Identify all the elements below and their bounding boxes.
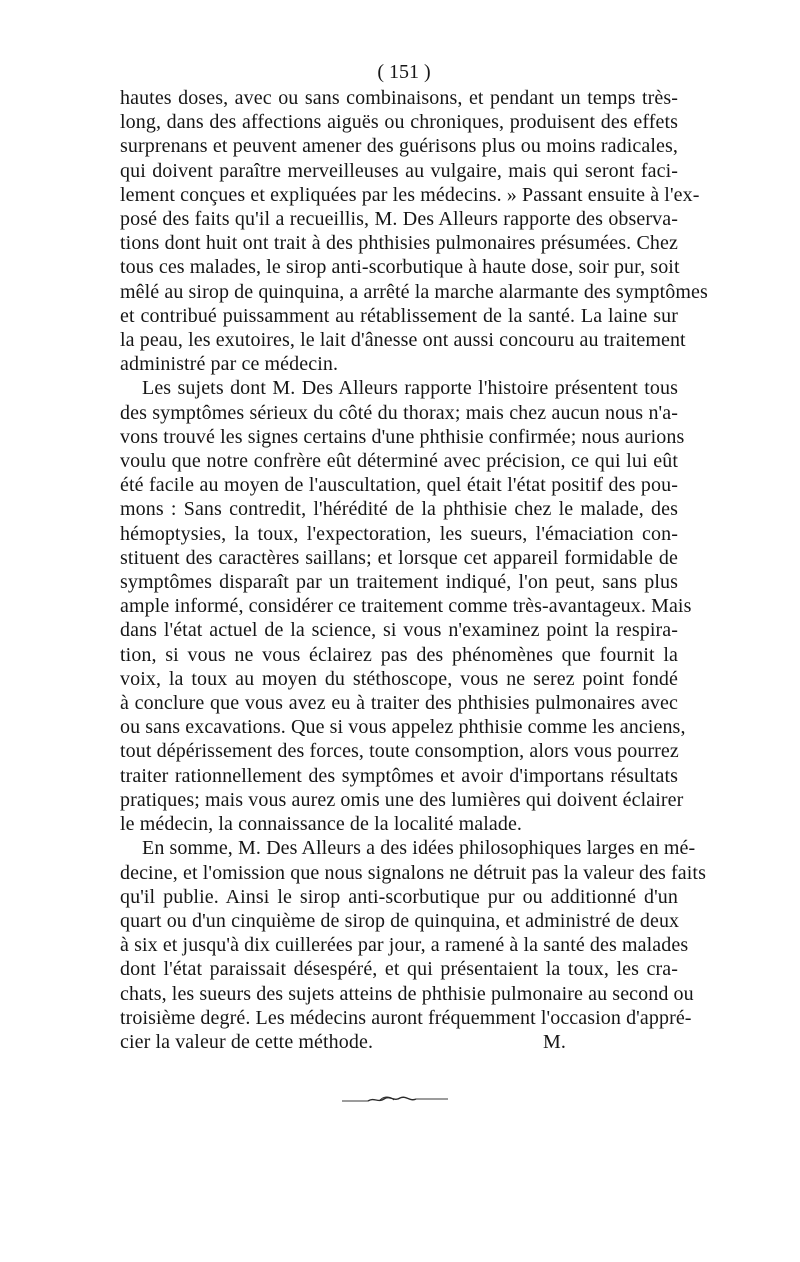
author-signature: M.: [543, 1030, 566, 1053]
page-number: ( 151 ): [377, 61, 431, 83]
paragraph-3: [120, 836, 706, 1054]
paragraph-2: [120, 376, 692, 836]
text-line: hautes doses, avec ou sans combinaisons, et pendant un temps très-: [120, 87, 678, 109]
document-page: [120, 58, 708, 1054]
text-line: ample informé, considérer ce traitement comme très-avantageux. Mais: [120, 595, 692, 618]
closing-text: cier la valeur de cette méthode.: [120, 1030, 374, 1053]
text-line: symptômes disparaît par un traitement indiqué, l'on peut, sans plus: [120, 571, 678, 594]
text-line: voix, la toux au moyen du stéthoscope, vous ne serez point fondé: [120, 667, 678, 690]
text-line: tions dont huit ont trait à des phthisies pulmonaires présumées. Chez: [120, 232, 678, 255]
text-line: le médecin, la connaissance de la localité malade.: [120, 813, 523, 836]
text-line: ou sans excavations. Que si vous appelez phthisie comme les anciens,: [120, 716, 686, 739]
text-line: stituent des caractères saillans; et lorsque cet appareil formidable de: [120, 546, 678, 569]
text-line: qu'il publie. Ainsi le sirop anti-scorbutique pur ou additionné d'un: [120, 885, 678, 908]
text-line: traiter rationnellement des symptômes et avoir d'importans résultats: [120, 764, 678, 787]
text-line: dont l'état paraissait désespéré, et qui présentaient la toux, les cra-: [120, 958, 678, 981]
text-line: la peau, les exutoires, le lait d'ânesse ont aussi concouru au traitement: [120, 329, 686, 352]
text-line: chats, les sueurs des sujets atteins de phthisie pulmonaire au second ou: [120, 982, 694, 1005]
text-line: administré par ce médecin.: [120, 353, 339, 376]
text-line: En somme, M. Des Alleurs a des idées philosophiques larges en mé-: [142, 837, 696, 860]
text-line: à conclure que vous avez eu à traiter des phthisies pulmonaires avec: [120, 692, 678, 715]
text-line: mêlé au sirop de quinquina, a arrêté la marche alarmante des symptômes: [120, 280, 708, 303]
text-line: decine, et l'omission que nous signalons ne détruit pas la valeur des faits: [120, 861, 706, 884]
text-line: été facile au moyen de l'auscultation, quel était l'état positif des pou-: [120, 474, 678, 497]
text-line: mons : Sans contredit, l'hérédité de la phthisie chez le malade, des: [120, 498, 678, 521]
text-line: dans l'état actuel de la science, si vous n'examinez point la respira-: [120, 619, 678, 642]
text-line: des symptômes sérieux du côté du thorax; mais chez aucun nous n'a-: [120, 401, 678, 424]
text-line: qui doivent paraître merveilleuses au vulgaire, mais qui seront faci-: [120, 159, 678, 182]
text-line: à six et jusqu'à dix cuillerées par jour, a ramené à la santé des malades: [120, 934, 689, 957]
text-line: voulu que notre confrère eût déterminé avec précision, ce qui lui eût: [120, 450, 678, 473]
text-line: vons trouvé les signes certains d'une phthisie confirmée; nous aurions: [120, 425, 685, 448]
text-line: tout dépérissement des forces, toute consomption, alors vous pourrez: [120, 740, 679, 763]
text-line: tous ces malades, le sirop anti-scorbutique à haute dose, soir pur, soit: [120, 256, 680, 279]
paragraph-1: [120, 86, 708, 376]
text-line: hémoptysies, la toux, l'expectoration, les sueurs, l'émaciation con-: [120, 522, 678, 545]
text-line: tion, si vous ne vous éclairez pas des phénomènes que fournit la: [120, 643, 678, 666]
decorative-rule: [340, 1093, 450, 1105]
text-line: troisième degré. Les médecins auront fréquemment l'occasion d'appré-: [120, 1006, 692, 1029]
text-line: quart ou d'un cinquième de sirop de quinquina, et administré de deux: [120, 909, 680, 932]
text-line: Les sujets dont M. Des Alleurs rapporte l'histoire présentent tous: [142, 377, 678, 400]
text-line: surprenans et peuvent amener des guérisons plus ou moins radicales,: [120, 135, 678, 158]
text-line: posé des faits qu'il a recueillis, M. Des Alleurs rapporte des observa-: [120, 208, 678, 231]
text-line: pratiques; mais vous aurez omis une des lumières qui doivent éclairer: [120, 788, 684, 811]
closing-line: [120, 1030, 678, 1054]
text-line: et contribué puissamment au rétablissement de la santé. La laine sur: [120, 304, 678, 327]
text-line: long, dans des affections aiguës ou chroniques, produisent des effets: [120, 111, 678, 134]
text-line: lement conçues et expliquées par les médecins. » Passant ensuite à l'ex-: [120, 183, 700, 206]
